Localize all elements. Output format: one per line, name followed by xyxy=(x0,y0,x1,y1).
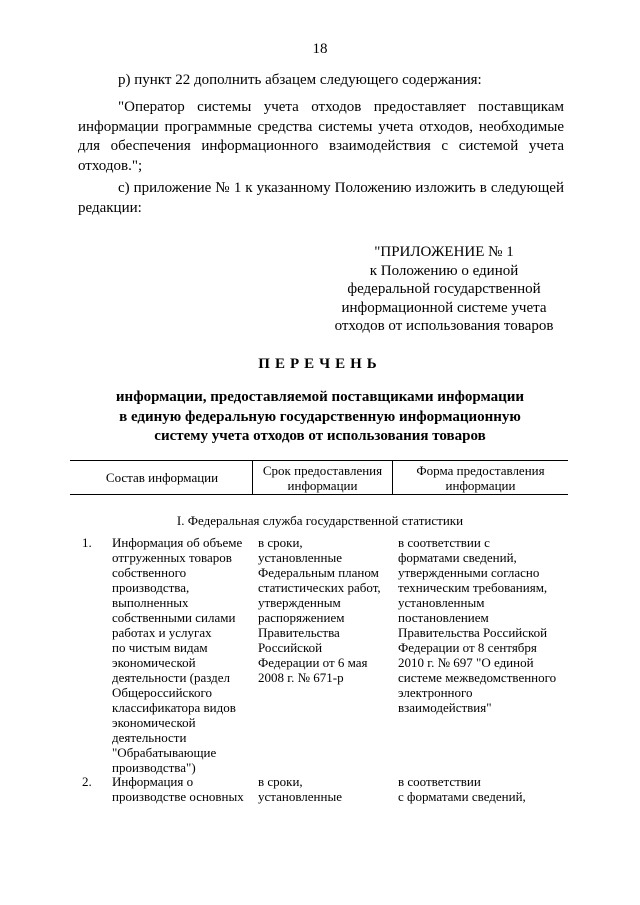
paragraph-quote: "Оператор системы учета отходов предоставляет поставщикам информации программные средства системы учета отходов, необходимые для обеспечения информационного взаимодействия с системой учета отходов."; xyxy=(78,99,564,174)
row-1-form: в соответствии с форматами сведений, утвержденными согласно техническим требованиям, установленным постановлением Правительства Российской Федерации от 8 сентября 2010 г. № 697 "О единой системе межведомственного электронного взаимодействия" xyxy=(398,535,557,715)
list-subtitle-line-1: информации, предоставляемой поставщиками информации xyxy=(115,389,525,405)
header-composition: Состав информации xyxy=(105,470,219,485)
appendix-line-5: отходов от использования товаров xyxy=(334,318,554,335)
header-deadline-line-1: Срок предоставления xyxy=(262,463,383,478)
header-form-line-2: информации xyxy=(445,478,516,493)
row-2-number: 2. xyxy=(82,774,92,789)
appendix-line-4: информационной системе учета xyxy=(341,299,547,316)
header-form xyxy=(393,463,568,493)
paragraph-s: с) приложение № 1 к указанному Положению изложить в следующей редакции: xyxy=(78,180,564,216)
list-subtitle-line-3: систему учета отходов от использования товаров xyxy=(154,428,486,444)
list-title: ПЕРЕЧЕНЬ xyxy=(258,356,382,372)
row-1-number: 1. xyxy=(82,535,92,550)
appendix-line-3: федеральной государственной xyxy=(347,281,541,298)
header-deadline xyxy=(253,463,392,493)
page-number: 18 xyxy=(312,41,328,57)
list-subtitle xyxy=(80,388,560,447)
paragraph-r: р) пункт 22 дополнить абзацем следующего содержания: xyxy=(118,72,482,88)
list-subtitle-line-2: в единую федеральную государственную информационную xyxy=(119,408,521,425)
table-top-border xyxy=(70,460,568,461)
row-1-composition: Информация об объеме отгруженных товаров собственного производства, выполненных собственными силами работах и услугах по чистым видам экономической деятельности (раздел Общероссийского классификатора видов экономической деятельности "Обрабатывающие производства") xyxy=(112,535,243,775)
table-header-bottom-border xyxy=(70,494,568,495)
row-2-form: в соответствии с форматами сведений, xyxy=(398,774,526,804)
appendix-line-1: "ПРИЛОЖЕНИЕ № 1 xyxy=(374,244,514,260)
header-form-line-1: Форма предоставления xyxy=(416,463,545,478)
appendix-header xyxy=(310,243,578,336)
section-title: I. Федеральная служба государственной статистики xyxy=(176,513,464,528)
row-1-deadline: в сроки, установленные Федеральным планом статистических работ, утвержденным распоряжением Правительства Российской Федерации от 6 мая 2008 г. № 671-р xyxy=(258,535,381,685)
appendix-line-2: к Положению о единой xyxy=(369,262,519,279)
row-2-composition: Информация о производстве основных xyxy=(112,774,244,804)
header-deadline-line-2: информации xyxy=(287,478,358,493)
row-2-deadline: в сроки, установленные xyxy=(258,774,342,804)
